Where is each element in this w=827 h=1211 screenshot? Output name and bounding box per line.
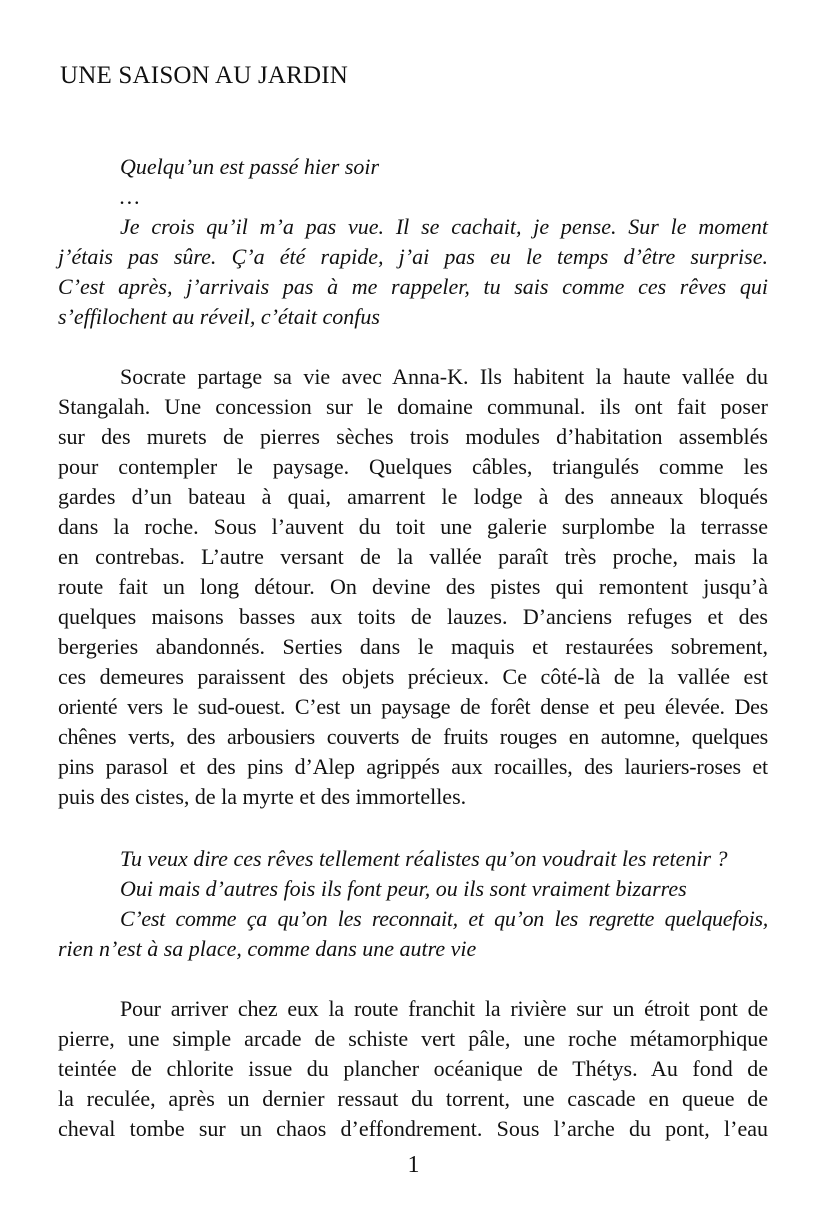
dialogue-line: s’effilochent au réveil, c’était confus [58, 304, 380, 329]
paragraph-line: Socrate partage sa vie avec Anna-K. Ils habitent la haute vallée du [120, 364, 768, 389]
page-number: 1 [407, 1152, 420, 1178]
paragraph-line: gardes d’un bateau à quai, amarrent le lodge à des anneaux bloqués [58, 484, 768, 509]
paragraph-line: chênes verts, des arbousiers couverts de fruits rouges en automne, quelques [58, 724, 768, 749]
dialogue-line: rien n’est à sa place, comme dans une autre vie [58, 936, 477, 961]
paragraph-1 [58, 362, 768, 812]
paragraph-line: teintée de chlorite issue du plancher océanique de Thétys. Au fond de [58, 1056, 768, 1081]
paragraph-line: pins parasol et des pins d’Alep agrippés aux rocailles, des lauriers-roses et [58, 754, 768, 779]
paragraph-line: pour contempler le paysage. Quelques câbles, triangulés comme les [58, 454, 768, 479]
paragraph-line: dans la roche. Sous l’auvent du toit une galerie surplombe la terrasse [58, 514, 768, 539]
paragraph-line: cheval tombe sur un chaos d’effondrement. Sous l’arche du pont, l’eau [58, 1116, 768, 1141]
paragraph-line: quelques maisons basses aux toits de lauzes. D’anciens refuges et des [58, 604, 768, 629]
paragraph-line: bergeries abandonnés. Serties dans le maquis et restaurées sobrement, [58, 634, 768, 659]
dialogue-line: Quelqu’un est passé hier soir [120, 154, 380, 179]
dialogue-line: C’est comme ça qu’on les reconnait, et qu’on les regrette quelquefois, [120, 906, 768, 931]
paragraph-line: sur des murets de pierres sèches trois modules d’habitation assemblés [58, 424, 768, 449]
dialogue-line: Je crois qu’il m’a pas vue. Il se cachait, je pense. Sur le moment [120, 214, 768, 239]
ellipsis-line: … [120, 184, 140, 209]
paragraph-2 [58, 994, 768, 1144]
paragraph-line: ces demeures paraissent des objets précieux. Ce côté-là de la vallée est [58, 664, 768, 689]
dialogue-block-2 [58, 844, 768, 964]
paragraph-line: la reculée, après un dernier ressaut du torrent, une cascade en queue de [58, 1086, 768, 1111]
paragraph-line: route fait un long détour. On devine des pistes qui remontent jusqu’à [58, 574, 768, 599]
paragraph-line: en contrebas. L’autre versant de la vallée paraît très proche, mais la [58, 544, 768, 569]
dialogue-line: C’est après, j’arrivais pas à me rappeler, tu sais comme ces rêves qui [58, 274, 768, 299]
paragraph-line: Stangalah. Une concession sur le domaine communal. ils ont fait poser [58, 394, 768, 419]
paragraph-line: orienté vers le sud-ouest. C’est un paysage de forêt dense et peu élevée. Des [58, 694, 768, 719]
dialogue-line: Oui mais d’autres fois ils font peur, ou ils sont vraiment bizarres [120, 876, 687, 901]
dialogue-line: Tu veux dire ces rêves tellement réalistes qu’on voudrait les retenir ? [120, 846, 728, 871]
running-title: UNE SAISON AU JARDIN [60, 62, 349, 89]
dialogue-block-1 [58, 152, 768, 332]
paragraph-line: Pour arriver chez eux la route franchit la rivière sur un étroit pont de [120, 996, 768, 1021]
paragraph-line: pierre, une simple arcade de schiste vert pâle, une roche métamorphique [58, 1026, 768, 1051]
dialogue-line: j’étais pas sûre. Ç’a été rapide, j’ai pas eu le temps d’être surprise. [58, 244, 768, 269]
paragraph-line: puis des cistes, de la myrte et des immortelles. [58, 784, 467, 809]
